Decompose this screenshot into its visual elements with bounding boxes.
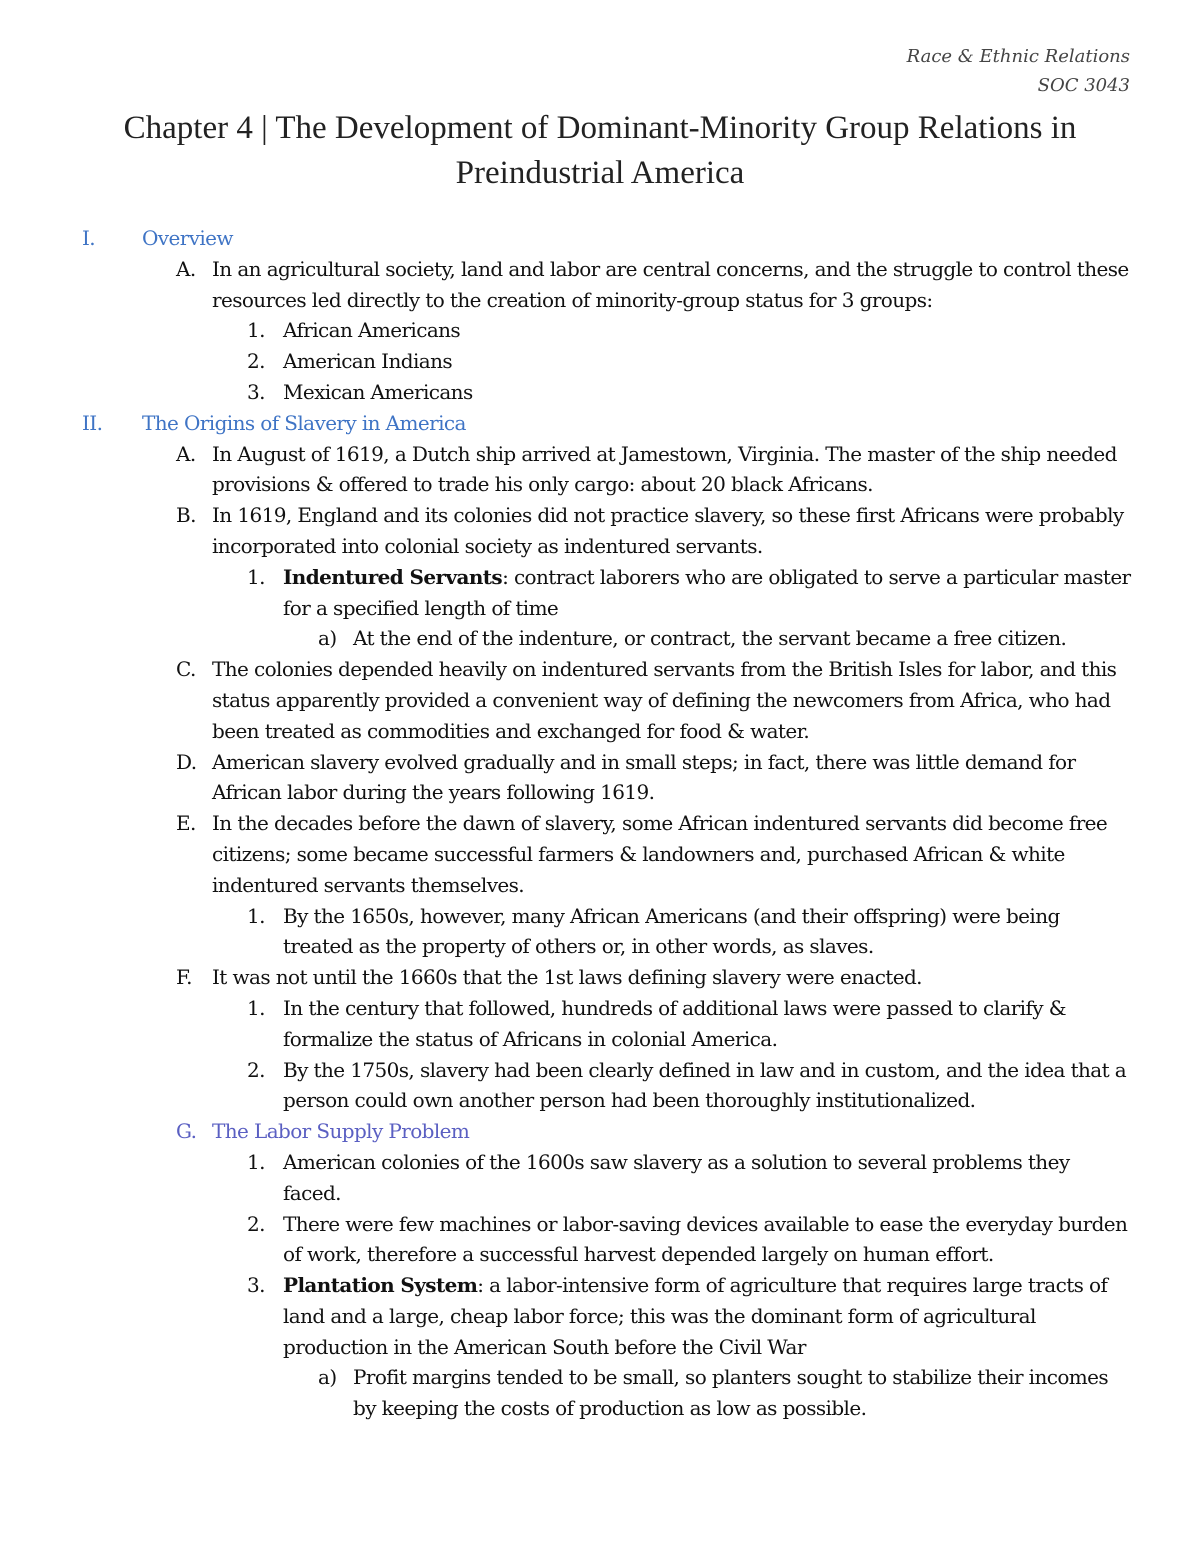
list-marker: 1. bbox=[247, 903, 265, 928]
item-body: It was not until the 1660s that the 1st laws defining slavery were enacted. bbox=[212, 965, 922, 990]
item-text bbox=[283, 993, 1133, 1055]
outline-item-level-3 bbox=[0, 562, 1200, 624]
item-text bbox=[212, 1116, 1132, 1147]
outline bbox=[0, 223, 1200, 1424]
item-body: There were few machines or labor-saving devices available to ease the everyday burden of work, therefore a successful harvest depended largely on human effort. bbox=[283, 1211, 1128, 1267]
item-text bbox=[283, 1147, 1133, 1209]
item-body: In the decades before the dawn of slavery, some African indentured servants did become free citizens; some became successful farmers & landowners and, purchased African & white indentured servants themselves. bbox=[212, 811, 1108, 897]
section-heading bbox=[0, 408, 1200, 439]
item-text bbox=[283, 346, 1133, 377]
item-text bbox=[283, 1270, 1133, 1362]
item-body: By the 1650s, however, many African Americans (and their offspring) were being treated as the property of others or, in other words, as slaves. bbox=[283, 903, 1060, 959]
section-numeral: II. bbox=[82, 410, 103, 435]
list-marker: 1. bbox=[247, 995, 265, 1020]
list-marker: 1. bbox=[247, 318, 265, 343]
outline-item-level-2 bbox=[0, 500, 1200, 562]
item-body: : contract laborers who are obligated to serve a particular master for a specified length of time bbox=[283, 564, 1131, 620]
list-marker: A. bbox=[176, 441, 196, 466]
course-code: SOC 3043 bbox=[1037, 75, 1130, 96]
item-body: Mexican Americans bbox=[283, 379, 473, 404]
outline-item-level-3 bbox=[0, 993, 1200, 1055]
item-text bbox=[353, 623, 1133, 654]
outline-item-level-3 bbox=[0, 1209, 1200, 1271]
course-header bbox=[907, 42, 1130, 100]
key-term: Plantation System bbox=[283, 1273, 478, 1298]
item-text bbox=[353, 1362, 1133, 1424]
list-marker: C. bbox=[176, 657, 196, 682]
outline-item-level-2 bbox=[0, 1116, 1200, 1147]
list-marker: D. bbox=[176, 749, 197, 774]
list-marker: 3. bbox=[247, 1273, 265, 1298]
outline-item-level-2 bbox=[0, 747, 1200, 809]
item-text bbox=[283, 377, 1133, 408]
outline-item-level-2 bbox=[0, 654, 1200, 746]
list-marker: 2. bbox=[247, 1211, 265, 1236]
key-term: Indentured Servants bbox=[283, 564, 503, 589]
outline-item-level-2 bbox=[0, 439, 1200, 501]
outline-item-level-4 bbox=[0, 1362, 1200, 1424]
list-marker: A. bbox=[176, 256, 196, 281]
item-text bbox=[212, 254, 1132, 316]
item-text bbox=[283, 562, 1133, 624]
outline-item-level-3 bbox=[0, 346, 1200, 377]
list-marker: a) bbox=[318, 1365, 337, 1390]
list-marker: F. bbox=[176, 965, 192, 990]
item-body: In 1619, England and its colonies did not practice slavery, so these first Africans were probably incorporated into colonial society as indentured servants. bbox=[212, 503, 1124, 558]
list-marker: 1. bbox=[247, 564, 265, 589]
item-body: Profit margins tended to be small, so planters sought to stabilize their incomes by keeping the costs of production as low as possible. bbox=[353, 1365, 1109, 1421]
item-body: At the end of the indenture, or contract, the servant became a free citizen. bbox=[353, 626, 1067, 651]
list-marker: G. bbox=[176, 1119, 197, 1144]
section-title: Overview bbox=[142, 226, 233, 250]
list-marker: 3. bbox=[247, 379, 265, 404]
item-body: American slavery evolved gradually and in small steps; in fact, there was little demand for African labor during the years following 1619. bbox=[212, 749, 1076, 805]
item-body: African Americans bbox=[283, 318, 461, 343]
outline-item-level-2 bbox=[0, 808, 1200, 900]
outline-item-level-3 bbox=[0, 1055, 1200, 1117]
item-text bbox=[212, 962, 1132, 993]
item-body: In August of 1619, a Dutch ship arrived at Jamestown, Virginia. The master of the ship needed provisions & offered to trade his only cargo: about 20 black Africans. bbox=[212, 441, 1117, 497]
item-body: American Indians bbox=[283, 349, 453, 374]
list-marker: a) bbox=[318, 626, 337, 651]
item-body: By the 1750s, slavery had been clearly defined in law and in custom, and the idea that a person could own another person had been thoroughly institutionalized. bbox=[283, 1057, 1127, 1113]
item-text bbox=[212, 439, 1132, 501]
list-marker: 1. bbox=[247, 1149, 265, 1174]
list-marker: B. bbox=[176, 503, 196, 528]
list-marker: E. bbox=[176, 811, 196, 836]
item-text bbox=[212, 654, 1132, 746]
item-text bbox=[283, 1055, 1133, 1117]
item-text bbox=[283, 901, 1133, 963]
outline-item-level-3 bbox=[0, 377, 1200, 408]
outline-item-level-3 bbox=[0, 1270, 1200, 1362]
outline-item-level-2 bbox=[0, 962, 1200, 993]
outline-item-level-3 bbox=[0, 1147, 1200, 1209]
outline-item-level-3 bbox=[0, 315, 1200, 346]
outline-item-level-4 bbox=[0, 623, 1200, 654]
section-title: The Origins of Slavery in America bbox=[142, 410, 466, 435]
item-body: The colonies depended heavily on indentured servants from the British Isles for labor, and this status apparently provided a convenient way of defining the newcomers from Africa, who had been treated as commodities and exchanged for food & water. bbox=[212, 657, 1117, 743]
outline-item-level-2 bbox=[0, 254, 1200, 316]
outline-item-level-3 bbox=[0, 901, 1200, 963]
item-body: : a labor-intensive form of agriculture that requires large tracts of land and a large, cheap labor force; this was the dominant form of agricultural production in the American South before the Civil War bbox=[283, 1273, 1108, 1359]
item-body: The Labor Supply Problem bbox=[212, 1119, 470, 1144]
item-text bbox=[212, 500, 1132, 562]
item-body: In the century that followed, hundreds of additional laws were passed to clarify & formalize the status of Africans in colonial America. bbox=[283, 995, 1066, 1051]
section-heading bbox=[0, 223, 1200, 254]
course-name: Race & Ethnic Relations bbox=[906, 46, 1130, 67]
item-text bbox=[212, 808, 1132, 900]
chapter-title: Chapter 4 | The Development of Dominant-Minority Group Relations in Preindustrial America bbox=[123, 110, 1077, 191]
item-body: American colonies of the 1600s saw slavery as a solution to several problems they faced. bbox=[283, 1149, 1070, 1205]
section-numeral: I. bbox=[82, 226, 96, 250]
item-body: In an agricultural society, land and labor are central concerns, and the struggle to control these resources led directly to the creation of minority-group status for 3 groups: bbox=[212, 256, 1129, 312]
item-text bbox=[283, 315, 1133, 346]
list-marker: 2. bbox=[247, 349, 265, 374]
item-text bbox=[283, 1209, 1133, 1271]
list-marker: 2. bbox=[247, 1057, 265, 1082]
item-text bbox=[212, 747, 1132, 809]
